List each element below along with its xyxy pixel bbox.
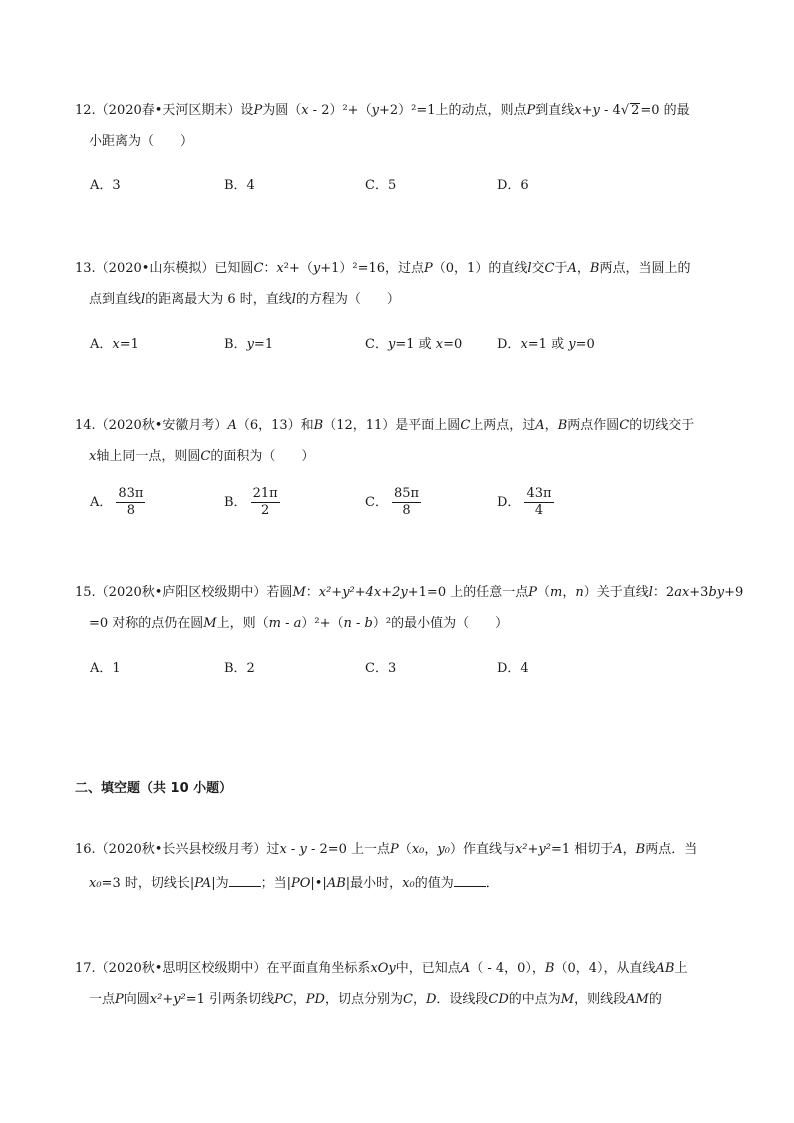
q13-var: l bbox=[141, 292, 146, 307]
q14-var: A bbox=[227, 418, 237, 433]
q14-var: C bbox=[619, 418, 630, 433]
q14-var: B bbox=[313, 418, 324, 433]
question-12-line-1 bbox=[75, 103, 690, 119]
option-fraction bbox=[524, 486, 553, 519]
q12-text: 到直线 bbox=[535, 103, 575, 118]
q16-text: - 2=0 上一点 bbox=[306, 842, 391, 857]
option-a: A．1 bbox=[90, 661, 121, 676]
q13-var: B bbox=[589, 261, 600, 276]
q15-var: b bbox=[364, 616, 373, 631]
question-12-line-2: 小距离为（ ） bbox=[89, 134, 194, 149]
q13-text: 的距离最大为 6 时，直线 bbox=[145, 292, 292, 307]
q17-text: ，切点分别为 bbox=[324, 992, 403, 1007]
question-17-line-2 bbox=[89, 992, 662, 1008]
q17-text: ．设线段 bbox=[436, 992, 489, 1007]
q15-var: M bbox=[203, 616, 217, 631]
option-label: C． bbox=[365, 495, 388, 510]
q14-text: 上两点，过 bbox=[470, 418, 536, 433]
q16-text: ． bbox=[485, 876, 499, 891]
q16-text: ， bbox=[424, 842, 438, 857]
q16-text: =1 相切于 bbox=[550, 842, 614, 857]
option-d: D．4 bbox=[497, 661, 529, 676]
q12-var: P bbox=[253, 103, 263, 118]
q12-text: - 2）²+（ bbox=[308, 103, 372, 118]
option-text: =1 bbox=[119, 337, 139, 352]
q15-var: P bbox=[528, 585, 537, 600]
q16-text: |为 bbox=[211, 876, 229, 891]
q14-source: 14.（2020秋•安徽月考） bbox=[75, 418, 228, 433]
q16-var: x bbox=[279, 842, 287, 857]
q15-var: l bbox=[648, 585, 653, 600]
sqrt-sign: √ bbox=[620, 103, 630, 118]
question-16-line-1 bbox=[75, 842, 697, 858]
option-text: =0 bbox=[575, 337, 595, 352]
q17-var: xOy bbox=[370, 961, 396, 976]
q16-var: x²+y² bbox=[514, 842, 551, 857]
q17-var: x²+y² bbox=[149, 992, 186, 1007]
q12-var: P bbox=[526, 103, 536, 118]
fraction-numerator: 21π bbox=[252, 486, 278, 501]
q15-var: m bbox=[550, 585, 563, 600]
fraction-denominator: 4 bbox=[534, 503, 544, 518]
q12-var: y bbox=[371, 103, 379, 118]
q17-var: M bbox=[560, 992, 575, 1007]
q13-var: l bbox=[291, 292, 296, 307]
option-var: y bbox=[387, 337, 396, 352]
option-text: =0 bbox=[443, 337, 463, 352]
q15-text: +3 bbox=[689, 585, 709, 600]
q16-text: （ bbox=[398, 842, 412, 857]
option-label: A． bbox=[90, 337, 113, 352]
q12-text: 为圆（ bbox=[262, 103, 302, 118]
q15-var: n bbox=[575, 585, 584, 600]
option-var: x bbox=[112, 337, 120, 352]
option-c bbox=[365, 486, 421, 519]
option-d bbox=[497, 337, 595, 353]
q13-var: l bbox=[527, 261, 532, 276]
q12-var: x bbox=[301, 103, 309, 118]
q15-source: 15.（2020秋•庐阳区校级期中）若圆 bbox=[75, 585, 293, 600]
q14-text: （12，11）是平面上圆 bbox=[323, 418, 461, 433]
q17-var: PC bbox=[274, 992, 293, 1007]
q16-var: y₀ bbox=[437, 842, 450, 857]
q16-var: B bbox=[635, 842, 646, 857]
option-label: C． bbox=[365, 337, 388, 352]
q15-text: - bbox=[280, 616, 294, 631]
q17-var: B bbox=[544, 961, 555, 976]
q13-text: ²+（ bbox=[283, 261, 313, 276]
q13-var: x bbox=[276, 261, 284, 276]
q12-text: =0 的最 bbox=[640, 103, 690, 118]
answer-blank-2[interactable] bbox=[454, 873, 486, 887]
option-text: =1 bbox=[253, 337, 274, 352]
q12-text: + bbox=[581, 103, 593, 118]
option-var: y bbox=[568, 337, 576, 352]
option-label: D． bbox=[497, 495, 521, 510]
q16-var: x₀ bbox=[89, 876, 102, 891]
q15-text: （ bbox=[536, 585, 550, 600]
q16-text: |最小时， bbox=[345, 876, 403, 891]
option-d: D．6 bbox=[497, 178, 529, 193]
q15-text: ）²的最小值为（ ） bbox=[372, 616, 509, 631]
option-label: B． bbox=[224, 337, 247, 352]
option-a bbox=[90, 337, 139, 353]
q16-text: =3 时，切线长| bbox=[101, 876, 195, 891]
question-16-line-2 bbox=[89, 873, 499, 892]
q17-text: （ - 4，0）， bbox=[470, 961, 545, 976]
fraction-numerator: 85π bbox=[393, 486, 420, 501]
option-a bbox=[90, 486, 145, 519]
q13-text: +1）²=16，过点 bbox=[320, 261, 425, 276]
option-c: C．3 bbox=[365, 661, 397, 676]
q17-text: 的 bbox=[648, 992, 662, 1007]
q12-var: y bbox=[592, 103, 600, 118]
q13-text: 点到直线 bbox=[89, 292, 142, 307]
q13-var: P bbox=[424, 261, 433, 276]
q14-text: 轴上同一点，则圆 bbox=[96, 449, 201, 464]
q17-text: 上 bbox=[674, 961, 688, 976]
question-13-line-1 bbox=[75, 261, 690, 277]
q16-source: 16.（2020秋•长兴县校级月考）过 bbox=[75, 842, 280, 857]
q12-text: +2）²=1上的动点，则点 bbox=[378, 103, 527, 118]
option-b bbox=[224, 486, 280, 519]
option-label: A． bbox=[90, 495, 113, 510]
q16-var: x₀ bbox=[411, 842, 425, 857]
q13-text: 两点，当圆上的 bbox=[599, 261, 691, 276]
q14-text: （6，13）和 bbox=[236, 418, 314, 433]
q17-var: AM bbox=[626, 992, 649, 1007]
q16-var: PO bbox=[290, 876, 311, 891]
q17-text: （0，4），从直线 bbox=[554, 961, 656, 976]
q14-text: ， bbox=[544, 418, 558, 433]
q15-text: - bbox=[351, 616, 365, 631]
option-c: C．5 bbox=[365, 178, 397, 193]
section-title: 二、填空题（共 10 小题） bbox=[75, 781, 233, 796]
q15-var: M bbox=[292, 585, 306, 600]
q17-text: 中，已知点 bbox=[395, 961, 461, 976]
q14-var: C bbox=[200, 449, 211, 464]
question-17-line-1 bbox=[75, 961, 687, 977]
q17-text: 一点 bbox=[89, 992, 116, 1007]
q17-text: ，则线段 bbox=[574, 992, 627, 1007]
q16-var: A bbox=[613, 842, 623, 857]
fraction-denominator: 8 bbox=[402, 503, 411, 518]
q14-text: 的面积为（ ） bbox=[210, 449, 315, 464]
q16-var: P bbox=[390, 842, 399, 857]
q15-text: ）²+（ bbox=[301, 616, 344, 631]
option-b: B．4 bbox=[224, 178, 255, 193]
option-d bbox=[497, 486, 554, 519]
q17-var: A bbox=[460, 961, 471, 976]
fraction-numerator: 43π bbox=[526, 486, 552, 501]
fraction-denominator: 8 bbox=[126, 503, 136, 518]
q16-text: |•| bbox=[310, 876, 327, 891]
answer-blank-1[interactable] bbox=[229, 873, 261, 887]
q13-var: y bbox=[312, 261, 321, 276]
q13-text: 的方程为（ ） bbox=[295, 292, 400, 307]
option-b: B．2 bbox=[224, 661, 255, 676]
q16-text: ， bbox=[622, 842, 636, 857]
sqrt-radicand: 2 bbox=[631, 103, 640, 118]
q13-text: 交 bbox=[531, 261, 545, 276]
q13-text: 于 bbox=[554, 261, 568, 276]
option-c bbox=[365, 337, 462, 353]
q17-var: PD bbox=[305, 992, 325, 1007]
option-b bbox=[224, 337, 273, 353]
q14-var: B bbox=[557, 418, 568, 433]
q15-var: ax bbox=[674, 585, 690, 600]
q13-text: ， bbox=[576, 261, 590, 276]
fraction-numerator: 83π bbox=[118, 486, 144, 501]
q13-text: ： bbox=[263, 261, 277, 276]
q12-var: x bbox=[574, 103, 582, 118]
q16-var: AB bbox=[326, 876, 346, 891]
q17-text: 向圆 bbox=[123, 992, 150, 1007]
q17-var: P bbox=[115, 992, 124, 1007]
q14-var: A bbox=[535, 418, 545, 433]
q17-var: D bbox=[425, 992, 437, 1007]
q15-text: +1=0 上的任意一点 bbox=[407, 585, 529, 600]
question-14-line-2 bbox=[89, 449, 314, 465]
q15-text: ： bbox=[305, 585, 319, 600]
q15-text: ：2 bbox=[652, 585, 675, 600]
option-fraction bbox=[116, 486, 145, 519]
q14-var: x bbox=[89, 449, 97, 464]
q14-text: 两点作圆 bbox=[567, 418, 620, 433]
question-15-line-2 bbox=[89, 616, 508, 632]
question-14-line-1 bbox=[75, 418, 694, 434]
q15-var: m bbox=[268, 616, 281, 631]
q15-text: ， bbox=[562, 585, 576, 600]
q17-text: ， bbox=[292, 992, 306, 1007]
option-fraction bbox=[392, 486, 421, 519]
q17-text: =1 引两条切线 bbox=[185, 992, 275, 1007]
q16-text: 两点．当 bbox=[645, 842, 698, 857]
q14-var: C bbox=[460, 418, 471, 433]
option-var: y bbox=[246, 337, 254, 352]
option-fraction bbox=[251, 486, 280, 519]
q15-text: ）关于直线 bbox=[583, 585, 649, 600]
option-text: =1 或 bbox=[395, 337, 436, 352]
option-var: x bbox=[520, 337, 528, 352]
q13-source: 13.（2020•山东模拟）已知圆 bbox=[75, 261, 254, 276]
q15-var: n bbox=[343, 616, 352, 631]
q15-text: =0 对称的点仍在圆 bbox=[89, 616, 204, 631]
question-13-line-2 bbox=[89, 292, 400, 308]
q17-var: AB bbox=[655, 961, 675, 976]
option-label: B． bbox=[224, 495, 247, 510]
q16-var: x₀ bbox=[402, 876, 415, 891]
q16-text: ；当| bbox=[260, 876, 291, 891]
q12-text: - 4 bbox=[599, 103, 621, 118]
option-text: =1 或 bbox=[527, 337, 569, 352]
q13-text: （0，1）的直线 bbox=[432, 261, 528, 276]
q12-source: 12.（2020春•天河区期末）设 bbox=[75, 103, 254, 118]
q15-var: x²+y²+4x+2y bbox=[318, 585, 408, 600]
q13-var: A bbox=[567, 261, 577, 276]
q16-var: PA bbox=[194, 876, 212, 891]
question-15-line-1 bbox=[75, 585, 743, 601]
q14-text: 的切线交于 bbox=[629, 418, 695, 433]
q13-var: C bbox=[253, 261, 264, 276]
q17-text: 的中点为 bbox=[508, 992, 561, 1007]
q15-var: by bbox=[708, 585, 725, 600]
q17-var: CD bbox=[488, 992, 509, 1007]
q15-var: a bbox=[293, 616, 302, 631]
fraction-denominator: 2 bbox=[260, 503, 270, 518]
q17-var: C bbox=[402, 992, 413, 1007]
q17-text: ， bbox=[412, 992, 426, 1007]
option-var: x bbox=[435, 337, 444, 352]
q15-text: 上，则（ bbox=[216, 616, 269, 631]
option-label: D． bbox=[497, 337, 521, 352]
option-a: A．3 bbox=[90, 178, 121, 193]
q16-var: y bbox=[299, 842, 307, 857]
q16-text: ）作直线与 bbox=[449, 842, 515, 857]
q15-text: +9 bbox=[724, 585, 744, 600]
q13-var: C bbox=[544, 261, 555, 276]
q16-text: 的值为 bbox=[414, 876, 454, 891]
q17-source: 17.（2020秋•思明区校级期中）在平面直角坐标系 bbox=[75, 961, 371, 976]
q16-text: - bbox=[286, 842, 300, 857]
